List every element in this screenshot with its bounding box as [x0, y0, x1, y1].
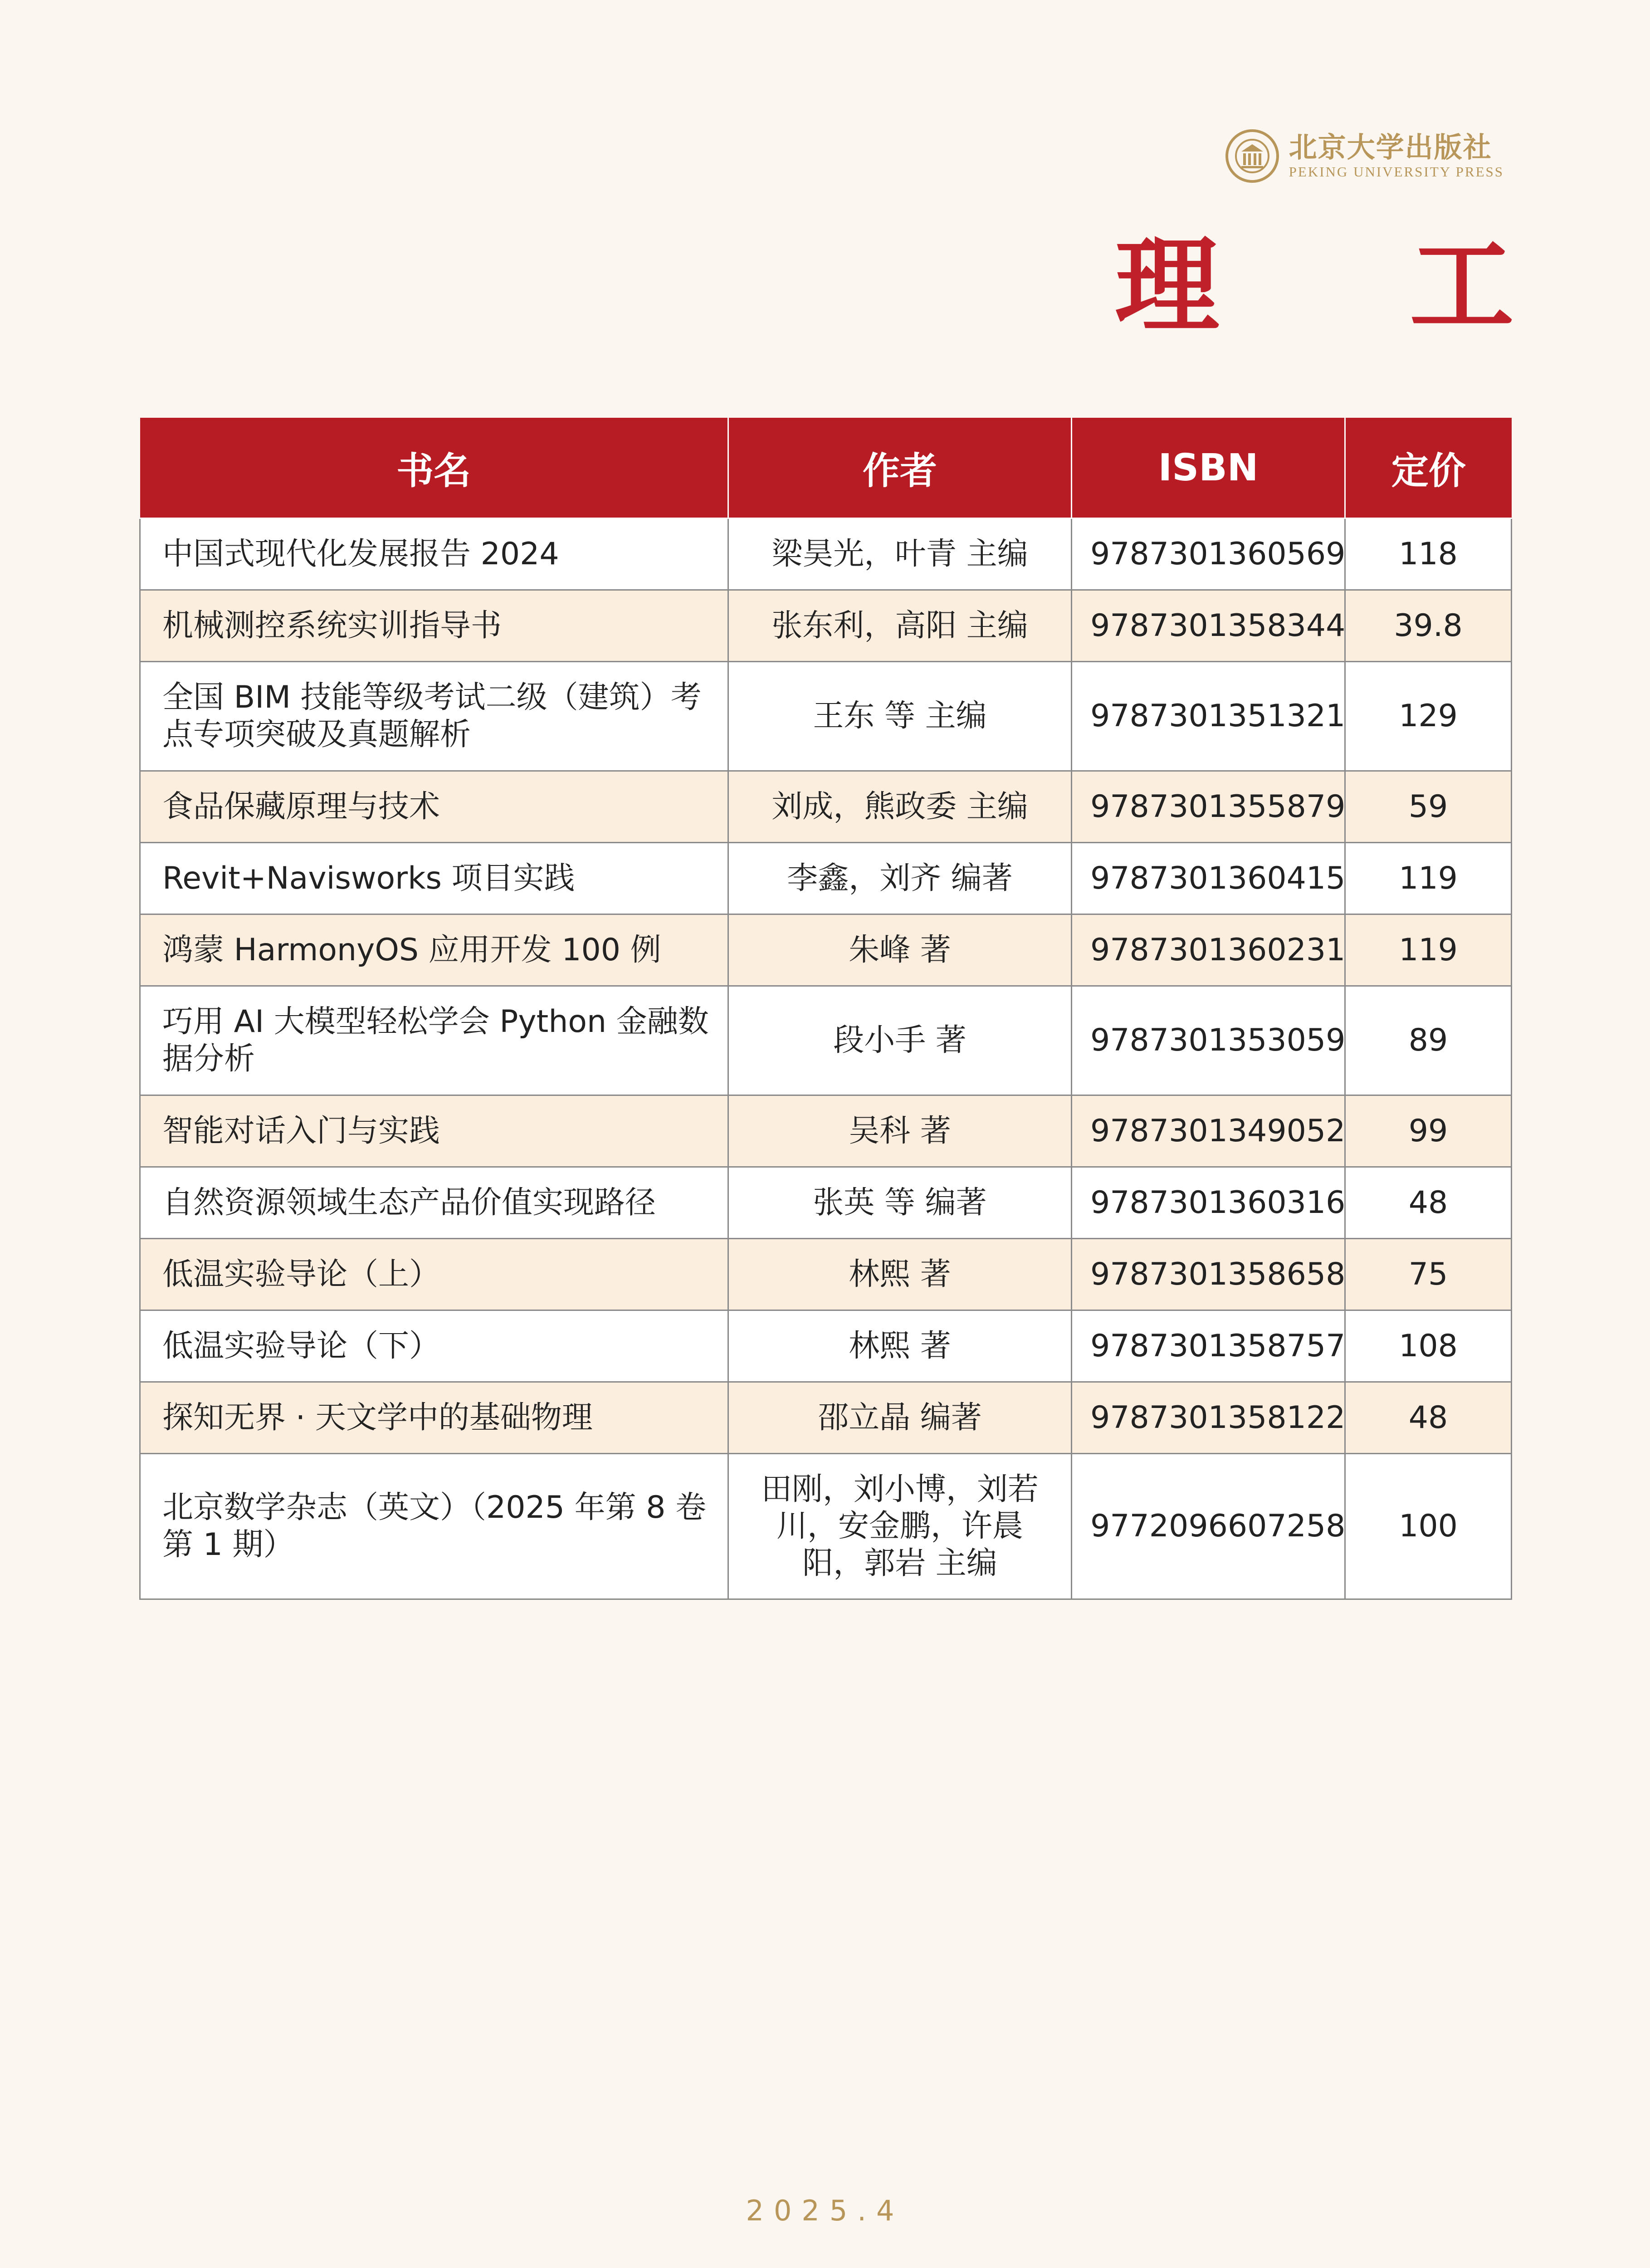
book-isbn: 9787301353059 — [1072, 986, 1345, 1095]
book-title: 中国式现代化发展报告 2024 — [140, 518, 728, 590]
table-row — [140, 662, 1512, 771]
book-price: 119 — [1345, 914, 1512, 986]
book-isbn: 9787301358757 — [1072, 1310, 1345, 1382]
book-title: Revit+Navisworks 项目实践 — [140, 843, 728, 914]
book-isbn: 9787301360316 — [1072, 1167, 1345, 1239]
book-price: 48 — [1345, 1167, 1512, 1239]
table-row — [140, 1454, 1512, 1599]
book-price: 39.8 — [1345, 590, 1512, 662]
book-price: 99 — [1345, 1095, 1512, 1167]
book-author: 张东利，高阳 主编 — [728, 590, 1072, 662]
book-author: 林熙 著 — [728, 1239, 1072, 1310]
book-author: 林熙 著 — [728, 1310, 1072, 1382]
book-author: 李鑫，刘齐 编著 — [728, 843, 1072, 914]
book-author: 段小手 著 — [728, 986, 1072, 1095]
book-isbn: 9787301351321 — [1072, 662, 1345, 771]
header-price: 定价 — [1345, 418, 1512, 518]
book-isbn: 9787301358122 — [1072, 1382, 1345, 1454]
book-title: 鸿蒙 HarmonyOS 应用开发 100 例 — [140, 914, 728, 986]
book-title: 低温实验导论（上） — [140, 1239, 728, 1310]
book-title: 智能对话入门与实践 — [140, 1095, 728, 1167]
page-title: 理 工 — [1114, 225, 1591, 347]
book-title: 低温实验导论（下） — [140, 1310, 728, 1382]
book-price: 48 — [1345, 1382, 1512, 1454]
book-author: 田刚，刘小博，刘若川，安金鹏，许晨阳，郭岩 主编 — [728, 1454, 1072, 1599]
table-row — [140, 1095, 1512, 1167]
book-price: 129 — [1345, 662, 1512, 771]
book-author: 吴科 著 — [728, 1095, 1072, 1167]
header-title: 书名 — [140, 418, 728, 518]
publisher-logo — [1225, 129, 1504, 183]
book-title: 全国 BIM 技能等级考试二级（建筑）考点专项突破及真题解析 — [140, 662, 728, 771]
table-row — [140, 590, 1512, 662]
table-row — [140, 518, 1512, 590]
publisher-name-en: PEKING UNIVERSITY PRESS — [1289, 163, 1504, 180]
book-price: 75 — [1345, 1239, 1512, 1310]
book-title: 食品保藏原理与技术 — [140, 771, 728, 843]
book-isbn: 9787301360415 — [1072, 843, 1345, 914]
book-author: 朱峰 著 — [728, 914, 1072, 986]
table-row — [140, 1310, 1512, 1382]
book-author: 梁昊光，叶青 主编 — [728, 518, 1072, 590]
book-title: 自然资源领域生态产品价值实现路径 — [140, 1167, 728, 1239]
book-title: 机械测控系统实训指导书 — [140, 590, 728, 662]
footer-date: 2025.4 — [746, 2194, 904, 2227]
book-isbn: 9787301358658 — [1072, 1239, 1345, 1310]
book-price: 89 — [1345, 986, 1512, 1095]
book-isbn: 9787301360231 — [1072, 914, 1345, 986]
book-isbn: 9787301360569 — [1072, 518, 1345, 590]
table-row — [140, 1167, 1512, 1239]
book-isbn: 9787301358344 — [1072, 590, 1345, 662]
book-price: 118 — [1345, 518, 1512, 590]
book-price: 108 — [1345, 1310, 1512, 1382]
header-isbn: ISBN — [1072, 418, 1345, 518]
publisher-name-cn: 北京大学出版社 — [1289, 131, 1492, 164]
table-row — [140, 986, 1512, 1095]
book-price: 119 — [1345, 843, 1512, 914]
publisher-name — [1289, 132, 1504, 180]
university-seal-icon — [1225, 129, 1279, 183]
book-isbn: 9772096607258 — [1072, 1454, 1345, 1599]
book-author: 邵立晶 编著 — [728, 1382, 1072, 1454]
book-table — [139, 418, 1512, 1600]
header-author: 作者 — [728, 418, 1072, 518]
book-author: 王东 等 主编 — [728, 662, 1072, 771]
book-author: 刘成，熊政委 主编 — [728, 771, 1072, 843]
seal-emblem-icon — [1234, 138, 1270, 174]
table-row — [140, 1239, 1512, 1310]
book-title: 巧用 AI 大模型轻松学会 Python 金融数据分析 — [140, 986, 728, 1095]
book-isbn: 9787301349052 — [1072, 1095, 1345, 1167]
table-row — [140, 771, 1512, 843]
table-row — [140, 914, 1512, 986]
table-row — [140, 1382, 1512, 1454]
table-header-row — [140, 418, 1512, 518]
book-author: 张英 等 编著 — [728, 1167, 1072, 1239]
book-title: 北京数学杂志（英文）（2025 年第 8 卷第 1 期） — [140, 1454, 728, 1599]
table-row — [140, 843, 1512, 914]
book-price: 100 — [1345, 1454, 1512, 1599]
book-isbn: 9787301355879 — [1072, 771, 1345, 843]
book-price: 59 — [1345, 771, 1512, 843]
book-title: 探知无界 · 天文学中的基础物理 — [140, 1382, 728, 1454]
